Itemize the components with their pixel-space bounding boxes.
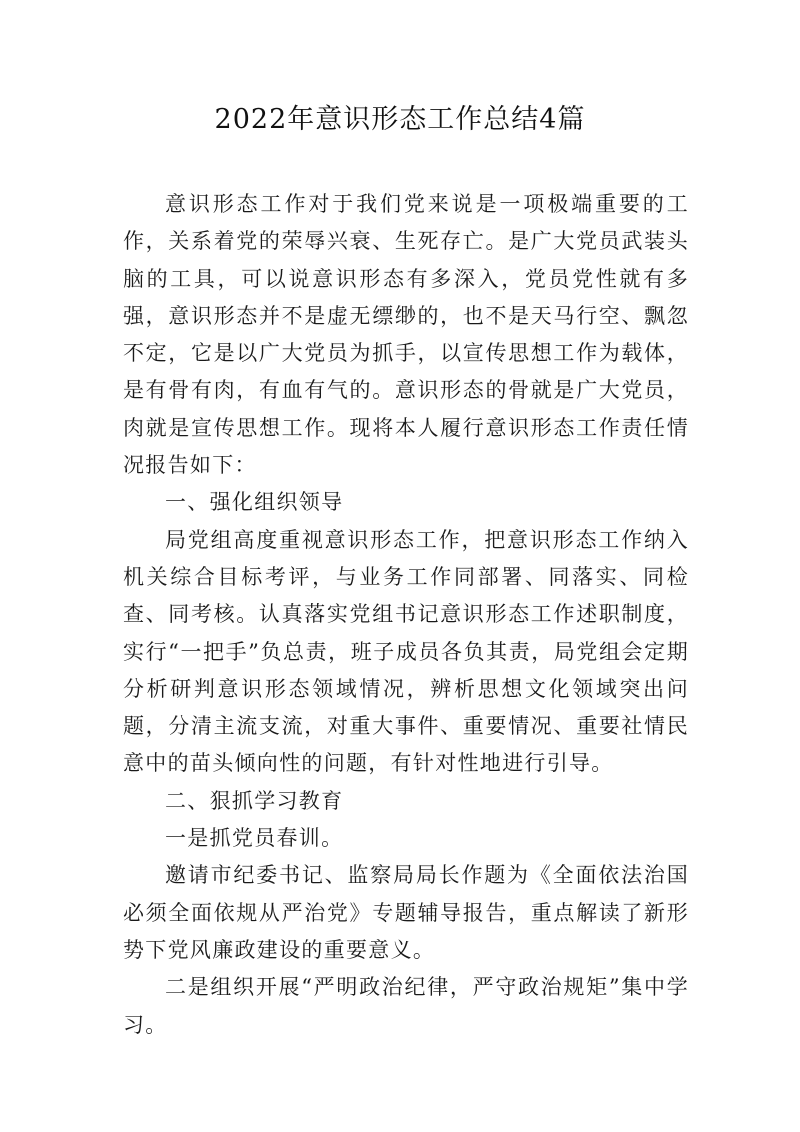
document-body (123, 186, 689, 1044)
document-title: 2022年意识形态工作总结4篇 (214, 104, 586, 135)
body-paragraph: 局党组高度重视意识形态工作，把意识形态工作纳入机关综合目标考评，与业务工作同部署、同落实、同检查、同考核。认真落实党组书记意识形态工作述职制度，实行“一把手”负总责，班子成员各负其责，局党组会定期分析研判意识形态领域情况，辨析思想文化领域突出问题，分清主流支流，对重大事件、重要情况、重要社情民意中的苗头倾向性的问题，有针对性地进行引导。 (123, 527, 689, 776)
section-heading: 一是抓党员春训。 (165, 826, 344, 851)
section-heading: 一、强化组织领导 (165, 490, 344, 515)
body-paragraph: 意识形态工作对于我们党来说是一项极端重要的工作，关系着党的荣辱兴衰、生死存亡。是广大党员武装头脑的工具，可以说意识形态有多深入，党员党性就有多强，意识形态并不是虚无缥缈的，也不是天马行空、飘忽不定，它是以广大党员为抓手，以宣传思想工作为载体，是有骨有肉，有血有气的。意识形态的骨就是广大党员，肉就是宣传思想工作。现将本人履行意识形态工作责任情况报告如下： (123, 192, 689, 478)
body-paragraph: 二是组织开展“严明政治纪律，严守政治规矩”集中学习。 (123, 975, 689, 1037)
section-heading: 二、狠抓学习教育 (165, 788, 344, 813)
body-paragraph: 邀请市纪委书记、监察局局长作题为《全面依法治国必须全面依规从严治党》专题辅导报告，重点解读了新形势下党风廉政建设的重要意义。 (123, 863, 689, 962)
